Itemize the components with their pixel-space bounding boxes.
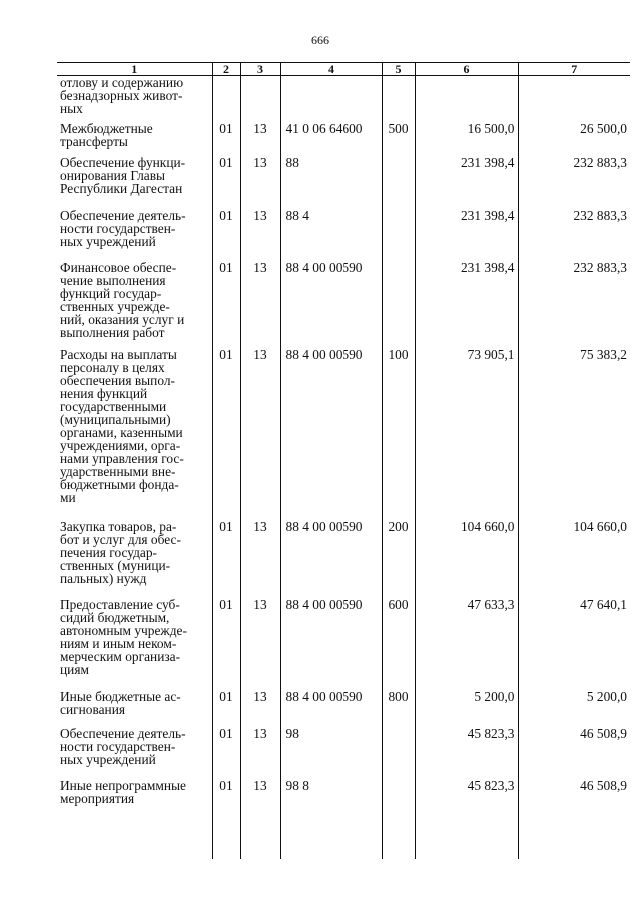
empty-cell (57, 829, 212, 859)
table-row (57, 779, 630, 829)
column-header: 7 (518, 63, 630, 76)
expense-type-cell (382, 261, 415, 348)
target-article-cell (280, 76, 382, 122)
cell-value: 01 (219, 120, 233, 136)
cell-value: 88 4 00 00590 (285, 518, 363, 534)
amount-year2-cell (518, 156, 630, 209)
target-article-cell (280, 209, 382, 261)
subsection-code-cell (240, 209, 280, 261)
subsection-code-cell (240, 122, 280, 156)
cell-value: 5 200,0 (474, 688, 515, 704)
cell-value: 01 (219, 154, 233, 170)
row-name-cell (57, 348, 212, 520)
cell-value: 45 823,3 (467, 725, 515, 741)
cell-value: 01 (219, 259, 233, 275)
cell-value: 231 398,4 (460, 154, 515, 170)
cell-value: 232 883,3 (573, 154, 627, 170)
cell-value: 104 660,0 (460, 518, 515, 534)
cell-value: 98 8 (285, 777, 309, 793)
cell-value: 01 (219, 207, 233, 223)
cell-value: 200 (388, 518, 409, 534)
subsection-code-cell (240, 690, 280, 727)
amount-year1-cell (415, 261, 518, 348)
cell-value: 73 905,1 (467, 346, 515, 362)
cell-value: 5 200,0 (586, 688, 627, 704)
row-name-text: Расходы на выплаты персоналу в целях обеспечения выпол- нения функций государственными (муниципальными) органами, казенными учреждениями, орга- нами управления гос- ударственными вне- бюджетными фонда- ми (60, 346, 184, 505)
cell-value: 104 660,0 (573, 518, 627, 534)
cell-value: 01 (219, 346, 233, 362)
column-header: 1 (57, 63, 212, 76)
target-article-cell (280, 520, 382, 598)
cell-value: 13 (253, 688, 267, 704)
row-name-text: Закупка товаров, ра- бот и услуг для обес- печения государ- ственных (муници- пальных) нужд (60, 518, 181, 586)
row-name-cell (57, 779, 212, 829)
row-name-text: Финансовое обеспе- чение выполнения функций государ- ственных учрежде- ний, оказания услуг и выполнения работ (60, 259, 185, 340)
section-code-cell (212, 520, 240, 598)
amount-year2-cell (518, 779, 630, 829)
target-article-cell (280, 348, 382, 520)
section-code-cell (212, 122, 240, 156)
page-number: 666 (311, 33, 329, 47)
amount-year1-cell (415, 76, 518, 122)
target-article-cell (280, 690, 382, 727)
cell-value: 231 398,4 (460, 207, 515, 223)
amount-year1-cell (415, 348, 518, 520)
cell-value: 01 (219, 596, 233, 612)
row-name-text: Предоставление суб- сидий бюджетным, автономным учрежде- ниям и иным неком- мерческим организа- циям (60, 596, 187, 677)
row-name-cell (57, 598, 212, 690)
cell-value: 13 (253, 725, 267, 741)
subsection-code-cell (240, 156, 280, 209)
cell-value: 500 (388, 120, 409, 136)
empty-cell (382, 829, 415, 859)
cell-value: 88 (285, 154, 299, 170)
amount-year2-cell (518, 348, 630, 520)
cell-value: 88 4 00 00590 (285, 259, 363, 275)
target-article-cell (280, 156, 382, 209)
expense-type-cell (382, 779, 415, 829)
amount-year2-cell (518, 261, 630, 348)
subsection-code-cell (240, 598, 280, 690)
cell-value: 26 500,0 (580, 120, 627, 136)
cell-value: 13 (253, 596, 267, 612)
cell-value: 232 883,3 (573, 207, 627, 223)
cell-value: 13 (253, 777, 267, 793)
amount-year2-cell (518, 209, 630, 261)
column-header: 5 (382, 63, 415, 76)
table-row (57, 261, 630, 348)
empty-cell (240, 829, 280, 859)
subsection-code-cell (240, 520, 280, 598)
expense-type-cell (382, 690, 415, 727)
row-name-cell (57, 76, 212, 122)
amount-year2-cell (518, 122, 630, 156)
table-row (57, 76, 630, 122)
cell-value: 232 883,3 (573, 259, 627, 275)
table-row (57, 690, 630, 727)
section-code-cell (212, 690, 240, 727)
cell-value: 46 508,9 (580, 777, 627, 793)
cell-value: 88 4 (285, 207, 309, 223)
amount-year2-cell (518, 598, 630, 690)
cell-value: 01 (219, 518, 233, 534)
cell-value: 13 (253, 259, 267, 275)
expense-type-cell (382, 520, 415, 598)
empty-cell (415, 829, 518, 859)
table-row (57, 122, 630, 156)
subsection-code-cell (240, 261, 280, 348)
cell-value: 13 (253, 154, 267, 170)
column-header: 2 (212, 63, 240, 76)
expense-type-cell (382, 348, 415, 520)
column-header: 3 (240, 63, 280, 76)
table-row (57, 727, 630, 779)
row-name-text: Обеспечение функци- онирования Главы Республики Дагестан (60, 154, 186, 196)
expense-type-cell (382, 209, 415, 261)
row-name-text: Обеспечение деятель- ности государствен- ных учреждений (60, 725, 186, 767)
target-article-cell (280, 598, 382, 690)
cell-value: 13 (253, 120, 267, 136)
subsection-code-cell (240, 348, 280, 520)
subsection-code-cell (240, 727, 280, 779)
row-name-cell (57, 727, 212, 779)
table-row (57, 348, 630, 520)
amount-year2-cell (518, 76, 630, 122)
cell-value: 01 (219, 777, 233, 793)
amount-year1-cell (415, 598, 518, 690)
cell-value: 13 (253, 346, 267, 362)
target-article-cell (280, 261, 382, 348)
section-code-cell (212, 779, 240, 829)
row-name-cell (57, 122, 212, 156)
table-row (57, 520, 630, 598)
section-code-cell (212, 598, 240, 690)
cell-value: 41 0 06 64600 (285, 120, 363, 136)
amount-year1-cell (415, 122, 518, 156)
empty-cell (518, 829, 630, 859)
table-row (57, 156, 630, 209)
expense-type-cell (382, 122, 415, 156)
column-header: 4 (280, 63, 382, 76)
cell-value: 47 640,1 (580, 596, 627, 612)
row-name-text: отлову и содержанию безнадзорных живот- ных (60, 75, 184, 116)
row-name-cell (57, 261, 212, 348)
expense-type-cell (382, 156, 415, 209)
cell-value: 46 508,9 (580, 725, 627, 741)
cell-value: 98 (285, 725, 299, 741)
section-code-cell (212, 76, 240, 122)
cell-value: 45 823,3 (467, 777, 515, 793)
cell-value: 600 (388, 596, 409, 612)
expense-type-cell (382, 727, 415, 779)
row-name-cell (57, 690, 212, 727)
amount-year1-cell (415, 727, 518, 779)
cell-value: 01 (219, 725, 233, 741)
amount-year1-cell (415, 690, 518, 727)
target-article-cell (280, 727, 382, 779)
cell-value: 75 383,2 (580, 346, 627, 362)
amount-year2-cell (518, 727, 630, 779)
section-code-cell (212, 156, 240, 209)
row-name-text: Иные бюджетные ас- сигнования (60, 688, 181, 717)
cell-value: 13 (253, 518, 267, 534)
cell-value: 13 (253, 207, 267, 223)
subsection-code-cell (240, 76, 280, 122)
section-code-cell (212, 348, 240, 520)
target-article-cell (280, 122, 382, 156)
expense-type-cell (382, 598, 415, 690)
column-header: 6 (415, 63, 518, 76)
cell-value: 16 500,0 (467, 120, 515, 136)
cell-value: 100 (388, 346, 409, 362)
amount-year2-cell (518, 690, 630, 727)
empty-cell (212, 829, 240, 859)
cell-value: 800 (388, 688, 409, 704)
amount-year1-cell (415, 209, 518, 261)
cell-value: 88 4 00 00590 (285, 596, 363, 612)
row-name-cell (57, 209, 212, 261)
subsection-code-cell (240, 779, 280, 829)
section-code-cell (212, 209, 240, 261)
amount-year1-cell (415, 779, 518, 829)
section-code-cell (212, 727, 240, 779)
table-row (57, 209, 630, 261)
amount-year1-cell (415, 156, 518, 209)
row-name-text: Межбюджетные трансферты (60, 120, 153, 149)
amount-year2-cell (518, 520, 630, 598)
cell-value: 01 (219, 688, 233, 704)
row-name-text: Обеспечение деятель- ности государствен- ных учреждений (60, 207, 186, 249)
section-code-cell (212, 261, 240, 348)
cell-value: 88 4 00 00590 (285, 346, 363, 362)
cell-value: 47 633,3 (467, 596, 515, 612)
header-row (57, 63, 630, 76)
target-article-cell (280, 779, 382, 829)
row-name-cell (57, 156, 212, 209)
amount-year1-cell (415, 520, 518, 598)
empty-cell (280, 829, 382, 859)
cell-value: 88 4 00 00590 (285, 688, 363, 704)
row-name-cell (57, 520, 212, 598)
row-name-text: Иные непрограммные мероприятия (60, 777, 186, 806)
budget-table (57, 62, 630, 859)
cell-value: 231 398,4 (460, 259, 515, 275)
table-filler-row (57, 829, 630, 859)
table-row (57, 598, 630, 690)
table-body (57, 76, 630, 859)
expense-type-cell (382, 76, 415, 122)
